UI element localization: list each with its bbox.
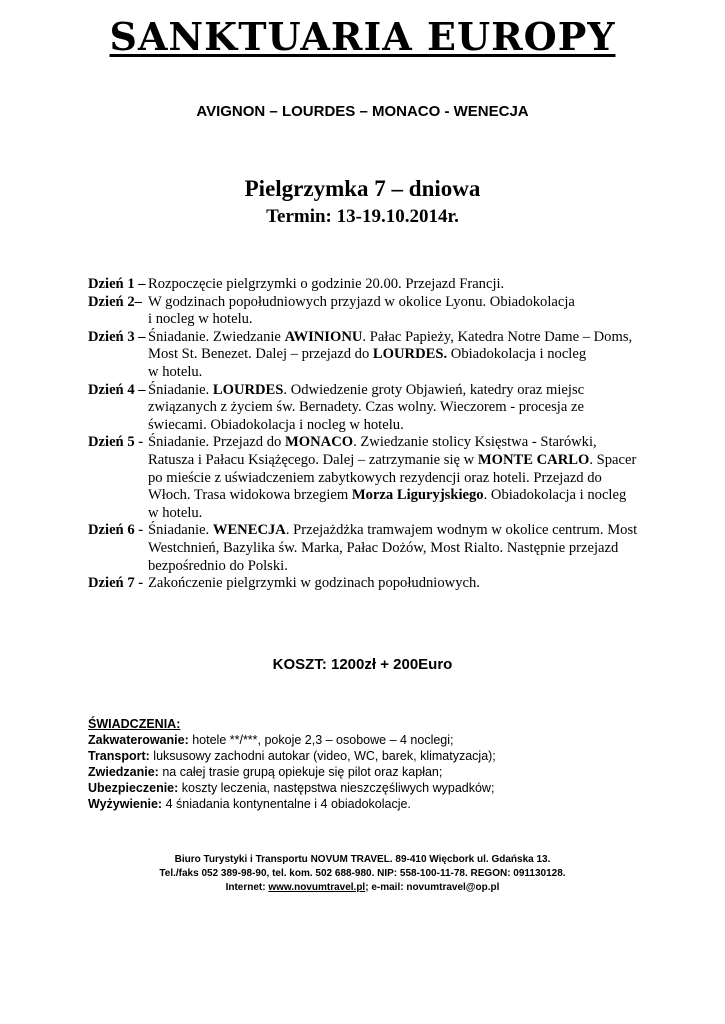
text-segment: Zakończenie pielgrzymki w godzinach popołudniowych. [148, 575, 480, 592]
footer-address: Biuro Turystyki i Transportu NOVUM TRAVEL. 89-410 Więcbork ul. Gdańska 13. [174, 854, 551, 865]
day-description-line [148, 364, 648, 382]
text-segment: Śniadanie. [148, 522, 213, 539]
main-title: SANKTUARIA EUROPY [109, 14, 616, 59]
day-label: Dzień 4 – [88, 381, 146, 398]
place-name: WENECJA [212, 522, 286, 539]
text-segment: Śniadanie. Zwiedzanie [148, 328, 285, 345]
text-segment: związanych z życiem św. Bernadety. Czas wolny. Wieczorem - procesja ze [148, 399, 584, 416]
text-segment: po mieście z uświadczeniem zabytkowych rezydencji oraz hoteli. Przejazd do [148, 469, 602, 486]
text-segment: Śniadanie. [148, 381, 213, 398]
day-description [148, 276, 648, 294]
day-description-line [148, 487, 648, 505]
day-description [148, 522, 648, 575]
services-list [88, 732, 648, 812]
day-description-line [148, 434, 648, 452]
place-name: LOURDES [212, 381, 284, 398]
text-segment: świecami. Obiadokolacja i nocleg w hotelu. [148, 416, 404, 433]
text-segment: Most St. Benezet. Dalej – przejazd do [148, 346, 373, 363]
day-description-line [148, 276, 648, 294]
day-description [148, 575, 648, 593]
place-name: AWINIONU [284, 328, 363, 345]
text-segment: w hotelu. [148, 504, 203, 521]
text-segment: . Obiadokolacja i nocleg [483, 487, 627, 504]
service-item [88, 764, 648, 780]
day-label: Dzień 1 – [88, 276, 146, 292]
service-text: luksusowy zachodni autokar (video, WC, barek, klimatyzacja); [149, 749, 496, 763]
day-label: Dzień 3 – [88, 328, 146, 345]
day-description-line [148, 558, 648, 576]
place-name: MONACO [284, 434, 354, 451]
place-name: MONTE CARLO [477, 451, 590, 468]
day-description-line [148, 417, 648, 435]
term-dates: Termin: 13-19.10.2014r. [266, 206, 459, 227]
text-segment: Obiadokolacja i nocleg [447, 346, 587, 363]
day-program [88, 276, 648, 593]
service-text: 4 śniadania kontynentalne i 4 obiadokolacje. [162, 797, 411, 811]
day-label: Dzień 6 - [88, 522, 144, 539]
text-segment: . Zwiedzanie stolicy Księstwa - Starówki, [353, 434, 597, 451]
day-description-line [148, 540, 648, 558]
day-row [88, 434, 648, 522]
text-segment: Rozpoczęcie pielgrzymki o godzinie 20.00. Przejazd Francji. [148, 276, 505, 292]
day-row [88, 382, 648, 435]
services-section [88, 716, 648, 812]
place-name: LOURDES. [372, 346, 448, 363]
day-description-line [148, 505, 648, 523]
text-segment: bezpośrednio do Polski. [148, 557, 288, 574]
text-segment: . Spacer [589, 451, 637, 468]
footer [0, 853, 725, 895]
text-segment: Włoch. Trasa widokowa brzegiem [148, 487, 352, 504]
day-description-line [148, 470, 648, 488]
text-segment: W godzinach popołudniowych przyjazd w okolice Lyonu. Obiadokolacja [148, 293, 575, 310]
service-item [88, 748, 648, 764]
service-label: Ubezpieczenie: [88, 781, 179, 795]
service-text: hotele **/***, pokoje 2,3 – osobowe – 4 noclegi; [188, 733, 454, 747]
text-segment: Ratusza i Pałacu Książęcego. Dalej – zatrzymanie się w [148, 451, 478, 468]
footer-internet [0, 881, 725, 895]
pilgrimage-subtitle: Pielgrzymka 7 – dniowa [244, 176, 481, 201]
service-text: na całej trasie grupą opiekuje się pilot oraz kapłan; [158, 765, 443, 779]
services-heading: ŚWIADCZENIA: [88, 717, 181, 731]
day-description [148, 294, 648, 329]
email-text: ; e-mail: novumtravel@op.pl [365, 882, 500, 893]
route-line: AVIGNON – LOURDES – MONACO - WENECJA [196, 103, 529, 120]
day-description-line [148, 294, 648, 312]
service-label: Transport: [88, 749, 150, 763]
day-description [148, 329, 648, 382]
footer-contacts: Tel./faks 052 389-98-90, tel. kom. 502 688-980. NIP: 558-100-11-78. REGON: 091130128. [159, 868, 566, 879]
service-label: Zwiedzanie: [88, 765, 159, 779]
day-description-line [148, 329, 648, 347]
day-row [88, 276, 648, 294]
text-segment: . Odwiedzenie groty Objawień, katedry oraz miejsc [283, 381, 585, 398]
website-link[interactable]: www.novumtravel.pl [268, 882, 366, 893]
day-description [148, 382, 648, 435]
day-row [88, 575, 648, 593]
internet-label: Internet: [225, 882, 269, 893]
day-row [88, 294, 648, 329]
cost-line: KOSZT: 1200zł + 200Euro [272, 656, 453, 673]
day-description-line [148, 399, 648, 417]
text-segment: w hotelu. [148, 363, 203, 380]
text-segment: Westchnień, Bazylika św. Marka, Pałac Dożów, Most Rialto. Następnie przejazd [148, 539, 619, 556]
text-segment: . Przejażdżka tramwajem wodnym w okolice centrum. Most [285, 522, 638, 539]
day-description-line [148, 382, 648, 400]
day-description-line [148, 452, 648, 470]
service-label: Zakwaterowanie: [88, 733, 189, 747]
text-segment: . Pałac Papieży, Katedra Notre Dame – Doms, [362, 328, 633, 345]
day-description [148, 434, 648, 522]
service-text: koszty leczenia, następstwa nieszczęśliwych wypadków; [178, 781, 495, 795]
day-description-line [148, 346, 648, 364]
day-row [88, 329, 648, 382]
day-description-line [148, 522, 648, 540]
service-item [88, 732, 648, 748]
day-label: Dzień 7 - [88, 575, 144, 592]
day-description-line [148, 575, 648, 593]
day-label: Dzień 5 - [88, 434, 144, 451]
place-name: Morza Liguryjskiego [351, 487, 484, 504]
service-item [88, 796, 648, 812]
text-segment: i nocleg w hotelu. [148, 311, 253, 328]
day-label: Dzień 2– [88, 293, 142, 310]
text-segment: Śniadanie. Przejazd do [148, 434, 285, 451]
service-item [88, 780, 648, 796]
day-description-line [148, 311, 648, 329]
day-row [88, 522, 648, 575]
service-label: Wyżywienie: [88, 797, 163, 811]
